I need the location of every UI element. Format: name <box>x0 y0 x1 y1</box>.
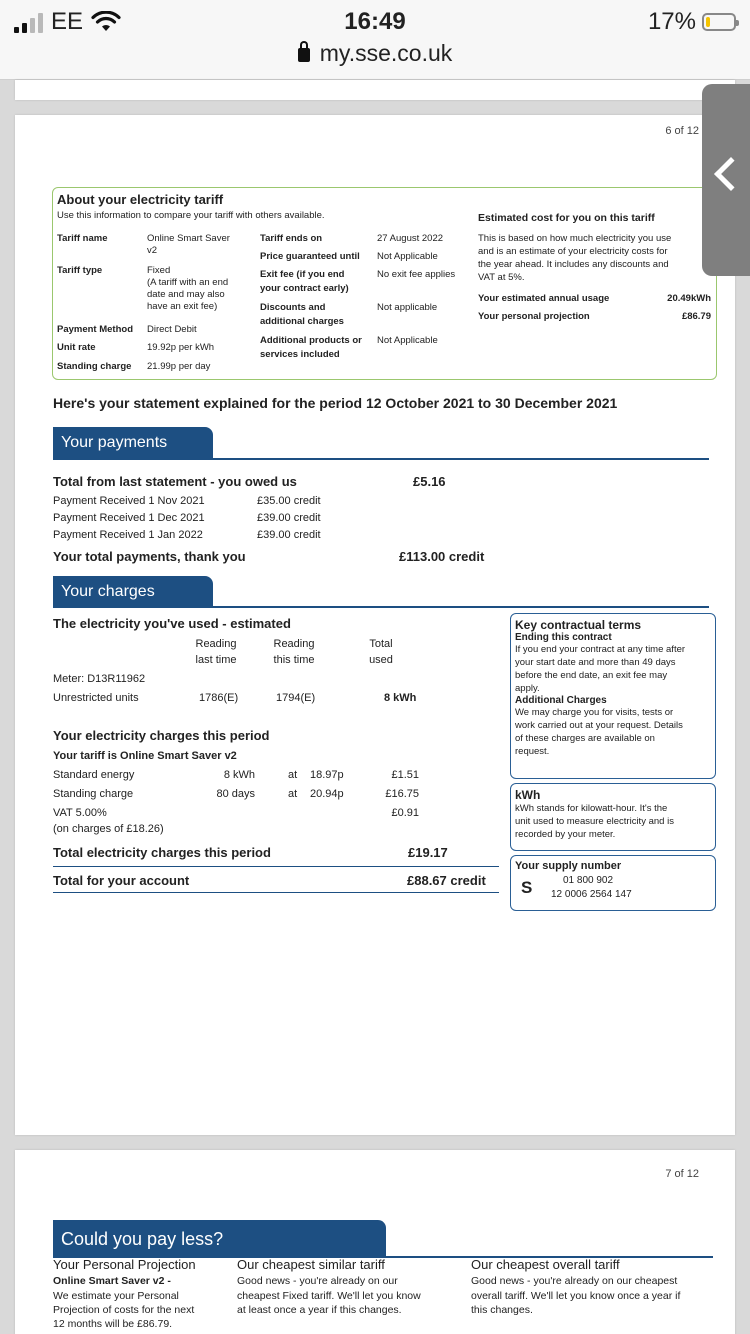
chevron-left-icon <box>714 157 748 191</box>
standing-label: Standing charge <box>53 788 134 800</box>
bill-page-7 <box>15 1150 735 1334</box>
lock-icon <box>298 48 310 62</box>
overall-tariff-text-1: Good news - you're already on our cheapest <box>471 1275 678 1287</box>
tariff-info-box <box>52 187 717 380</box>
overall-tariff-title: Our cheapest overall tariff <box>471 1257 620 1272</box>
clock: 16:49 <box>344 8 406 35</box>
ending-text-4: apply. <box>515 683 540 694</box>
tariff-name-label: Tariff name <box>57 233 108 244</box>
annual-usage-value: 20.49kWh <box>667 293 711 304</box>
kwh-title: kWh <box>515 788 541 802</box>
ending-text-2: your start date and more than 49 days <box>515 657 676 668</box>
tariff-type-label: Tariff type <box>57 265 103 276</box>
payment-row-label: Payment Received 1 Jan 2022 <box>53 529 203 541</box>
standing-at: at <box>288 788 298 800</box>
price-guaranteed-value: Not Applicable <box>377 251 438 262</box>
supply-line-1: 01 800 902 <box>563 875 614 886</box>
ends-on-value: 27 August 2022 <box>377 233 444 244</box>
col-this-2: this time <box>273 654 315 666</box>
ending-text-1: If you end your contract at any time after <box>515 644 686 655</box>
total-used: 8 kWh <box>384 692 417 704</box>
total-charges-value: £19.17 <box>408 845 448 860</box>
payment-row-label: Payment Received 1 Dec 2021 <box>53 512 205 524</box>
period-title: Your electricity charges this period <box>53 728 270 743</box>
battery-icon <box>702 13 736 31</box>
supply-letter: S <box>521 878 533 897</box>
account-value: £88.67 credit <box>407 873 486 888</box>
standing-rate: 20.94p <box>310 788 344 800</box>
key-terms-title: Key contractual terms <box>515 618 642 632</box>
account-divider <box>53 892 499 893</box>
meter-label: Meter: D13R11962 <box>53 673 146 685</box>
charges-section-title: Your charges <box>53 576 213 608</box>
kwh-box <box>510 783 716 851</box>
supply-title: Your supply number <box>515 860 622 872</box>
supply-line-2: 12 0006 2564 147 <box>551 889 632 900</box>
used-title: The electricity you've used - estimated <box>53 616 291 631</box>
additional-text-3: of these charges are available on <box>515 733 655 744</box>
additional-label-1: Additional products or <box>260 335 362 346</box>
standard-label: Standard energy <box>53 769 135 781</box>
standing-charge-value: 21.99p per day <box>147 361 211 372</box>
statement-heading: Here's your statement explained for the period 12 October 2021 to 30 December 2021 <box>53 395 618 411</box>
charges-divider <box>53 606 709 608</box>
tariff-subtitle: Use this information to compare your tariff with others available. <box>57 210 325 221</box>
battery-percent: 17% <box>647 8 696 35</box>
discounts-label-2: additional charges <box>260 316 344 327</box>
tariff-line: Your tariff is Online Smart Saver v2 <box>53 750 237 762</box>
supply-number-box <box>510 855 716 911</box>
standard-qty: 8 kWh <box>223 769 255 781</box>
tariff-type-value-3: date and may also <box>147 289 225 300</box>
unit-rate-value: 19.92p per kWh <box>147 342 215 353</box>
last-statement-label: Total from last statement - you owed us <box>53 474 297 489</box>
payment-row-value: £35.00 credit <box>257 495 321 507</box>
standing-charge-label: Standing charge <box>57 361 132 372</box>
payments-divider <box>53 458 709 460</box>
payment-method-label: Payment Method <box>57 324 134 335</box>
projection-col-text-2: Projection of costs for the next <box>53 1304 195 1316</box>
payment-method-value: Direct Debit <box>147 324 197 335</box>
ending-heading: Ending this contract <box>515 632 612 643</box>
additional-text-1: We may charge you for visits, tests or <box>515 707 674 718</box>
last-statement-value: £5.16 <box>413 474 446 489</box>
total-charges-label: Total electricity charges this period <box>53 845 271 860</box>
estimate-text-2: and is an estimate of your electricity costs for <box>478 246 668 257</box>
similar-tariff-title: Our cheapest similar tariff <box>237 1257 385 1272</box>
projection-col-bold: Online Smart Saver v2 - <box>53 1275 171 1287</box>
projection-col-text-1: We estimate your Personal <box>53 1290 179 1302</box>
estimate-text-1: This is based on how much electricity you use <box>478 233 672 244</box>
col-total-2: used <box>369 654 393 666</box>
estimate-text-3: the year ahead. It includes any discounts and <box>478 259 669 270</box>
discounts-value: Not applicable <box>377 302 438 313</box>
status-bar <box>0 0 750 80</box>
standard-at: at <box>288 769 298 781</box>
ends-on-label: Tariff ends on <box>260 233 323 244</box>
account-label: Total for your account <box>53 873 190 888</box>
estimate-text-4: VAT at 5%. <box>478 272 525 283</box>
overall-tariff-text-3: this changes. <box>471 1304 533 1316</box>
exit-fee-value: No exit fee applies <box>377 269 456 280</box>
estimate-title: Estimated cost for you on this tariff <box>478 212 655 224</box>
tariff-name-value-1: Online Smart Saver <box>147 233 230 244</box>
total-divider <box>53 866 499 867</box>
col-this-1: Reading <box>273 638 315 650</box>
tariff-type-value-1: Fixed <box>147 265 171 276</box>
additional-text-4: request. <box>515 746 550 757</box>
page-number: 6 of 12 <box>665 125 699 137</box>
additional-value: Not Applicable <box>377 335 438 346</box>
kwh-text-2: unit used to measure electricity and is <box>515 816 674 827</box>
reading-this: 1794(E) <box>276 692 316 704</box>
tariff-title: About your electricity tariff <box>57 192 224 207</box>
discounts-label-1: Discounts and <box>260 302 326 313</box>
projection-value: £86.79 <box>681 311 711 322</box>
standard-rate: 18.97p <box>310 769 344 781</box>
additional-text-2: work carried out at your request. Details <box>515 720 683 731</box>
tariff-type-value-2: (A tariff with an end <box>147 277 229 288</box>
page-number: 7 of 12 <box>665 1168 699 1180</box>
similar-tariff-text-3: at least once a year if this changes. <box>237 1304 402 1316</box>
pay-less-section-title: Could you pay less? <box>53 1220 386 1256</box>
url-text: my.sse.co.uk <box>319 40 453 66</box>
kwh-text-3: recorded by your meter. <box>515 829 616 840</box>
vat-amount: £0.91 <box>391 807 419 819</box>
col-total-1: Total <box>369 638 393 650</box>
key-terms-box <box>510 613 716 779</box>
standing-qty: 80 days <box>216 788 255 800</box>
payments-section-title: Your payments <box>53 427 213 459</box>
unit-rate-label: Unit rate <box>57 342 96 353</box>
similar-tariff-text-2: cheapest Fixed tariff. We'll let you know <box>237 1290 421 1302</box>
units-label: Unrestricted units <box>53 692 139 704</box>
total-payments-value: £113.00 credit <box>399 549 485 564</box>
vat-note: (on charges of £18.26) <box>53 823 164 835</box>
annual-usage-label: Your estimated annual usage <box>478 293 610 304</box>
ending-text-3: before the end date, an exit fee may <box>515 670 668 681</box>
kwh-text-1: kWh stands for kilowatt-hour. It's the <box>515 803 668 814</box>
similar-tariff-text-1: Good news - you're already on our <box>237 1275 398 1287</box>
previous-page <box>15 80 735 100</box>
payment-row-value: £39.00 credit <box>257 529 321 541</box>
standard-amount: £1.51 <box>391 769 419 781</box>
projection-col-title: Your Personal Projection <box>53 1257 196 1272</box>
standing-amount: £16.75 <box>385 788 419 800</box>
price-guaranteed-label: Price guaranteed until <box>260 251 360 262</box>
projection-col-text-3: 12 months will be £86.79. <box>53 1318 173 1330</box>
vat-label: VAT 5.00% <box>53 807 107 819</box>
additional-heading: Additional Charges <box>515 695 607 706</box>
reading-last: 1786(E) <box>199 692 239 704</box>
exit-fee-label-2: your contract early) <box>260 283 349 294</box>
projection-label: Your personal projection <box>478 311 590 322</box>
payment-row-value: £39.00 credit <box>257 512 321 524</box>
overall-tariff-text-2: overall tariff. We'll let you know once a year if <box>471 1290 681 1302</box>
total-payments-label: Your total payments, thank you <box>53 549 246 564</box>
additional-label-2: services included <box>260 349 340 360</box>
tariff-name-value-2: v2 <box>147 245 158 256</box>
col-last-2: last time <box>195 654 237 666</box>
exit-fee-label-1: Exit fee (if you end <box>260 269 345 280</box>
tariff-type-value-4: have an exit fee) <box>147 301 218 312</box>
back-button[interactable] <box>702 84 750 276</box>
carrier-name: EE <box>51 8 84 35</box>
bill-page-6 <box>15 115 735 1135</box>
col-last-1: Reading <box>195 638 237 650</box>
battery-info <box>648 8 736 36</box>
address-bar[interactable] <box>0 40 750 67</box>
payment-row-label: Payment Received 1 Nov 2021 <box>53 495 205 507</box>
